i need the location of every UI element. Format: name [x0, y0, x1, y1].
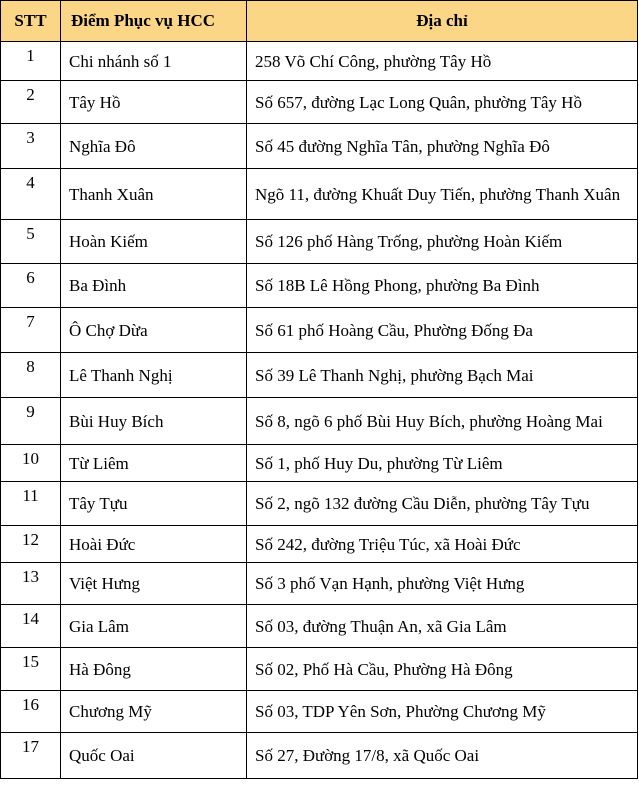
table-row — [1, 691, 638, 733]
row-address: Số 02, Phố Hà Cầu, Phường Hà Đông — [247, 648, 638, 691]
row-stt: 4 — [1, 169, 61, 220]
row-service-point: Nghĩa Đô — [61, 124, 247, 169]
table-row — [1, 124, 638, 169]
header-service-point: Điểm Phục vụ HCC — [61, 1, 247, 42]
row-address: Số 27, Đường 17/8, xã Quốc Oai — [247, 733, 638, 779]
row-stt: 14 — [1, 605, 61, 648]
table-row — [1, 445, 638, 482]
row-stt: 12 — [1, 526, 61, 563]
row-address: 258 Võ Chí Công, phường Tây Hồ — [247, 42, 638, 81]
row-service-point: Tây Hồ — [61, 81, 247, 124]
table-header — [1, 1, 638, 42]
row-stt: 6 — [1, 264, 61, 308]
table-row — [1, 42, 638, 81]
row-stt: 2 — [1, 81, 61, 124]
row-address: Số 8, ngõ 6 phố Bùi Huy Bích, phường Hoàng Mai — [247, 398, 638, 445]
row-service-point: Lê Thanh Nghị — [61, 353, 247, 398]
row-address: Ngõ 11, đường Khuất Duy Tiến, phường Thanh Xuân — [247, 169, 638, 220]
row-address: Số 03, TDP Yên Sơn, Phường Chương Mỹ — [247, 691, 638, 733]
table-row — [1, 482, 638, 526]
row-service-point: Tây Tựu — [61, 482, 247, 526]
row-stt: 3 — [1, 124, 61, 169]
row-stt: 17 — [1, 733, 61, 779]
table-row — [1, 353, 638, 398]
row-stt: 13 — [1, 563, 61, 605]
table-row — [1, 220, 638, 264]
row-stt: 11 — [1, 482, 61, 526]
header-address: Địa chỉ — [247, 1, 638, 42]
row-service-point: Chi nhánh số 1 — [61, 42, 247, 81]
table-row — [1, 563, 638, 605]
row-service-point: Hà Đông — [61, 648, 247, 691]
row-address: Số 126 phố Hàng Trống, phường Hoàn Kiếm — [247, 220, 638, 264]
row-service-point: Việt Hưng — [61, 563, 247, 605]
row-address: Số 45 đường Nghĩa Tân, phường Nghĩa Đô — [247, 124, 638, 169]
row-address: Số 242, đường Triệu Túc, xã Hoài Đức — [247, 526, 638, 563]
row-address: Số 1, phố Huy Du, phường Từ Liêm — [247, 445, 638, 482]
table-row — [1, 308, 638, 353]
row-address: Số 657, đường Lạc Long Quân, phường Tây Hồ — [247, 81, 638, 124]
row-stt: 5 — [1, 220, 61, 264]
row-service-point: Ba Đình — [61, 264, 247, 308]
row-address: Số 18B Lê Hồng Phong, phường Ba Đình — [247, 264, 638, 308]
row-service-point: Hoài Đức — [61, 526, 247, 563]
header-row — [1, 1, 638, 42]
table-row — [1, 169, 638, 220]
row-service-point: Ô Chợ Dừa — [61, 308, 247, 353]
row-stt: 9 — [1, 398, 61, 445]
row-service-point: Thanh Xuân — [61, 169, 247, 220]
table-row — [1, 398, 638, 445]
row-address: Số 3 phố Vạn Hạnh, phường Việt Hưng — [247, 563, 638, 605]
table-row — [1, 605, 638, 648]
row-stt: 1 — [1, 42, 61, 81]
row-service-point: Quốc Oai — [61, 733, 247, 779]
row-service-point: Chương Mỹ — [61, 691, 247, 733]
header-stt: STT — [1, 1, 61, 42]
row-service-point: Hoàn Kiếm — [61, 220, 247, 264]
table-row — [1, 648, 638, 691]
table-body — [1, 42, 638, 779]
table-row — [1, 526, 638, 563]
row-stt: 8 — [1, 353, 61, 398]
row-address: Số 2, ngõ 132 đường Cầu Diễn, phường Tây Tựu — [247, 482, 638, 526]
row-service-point: Từ Liêm — [61, 445, 247, 482]
row-address: Số 39 Lê Thanh Nghị, phường Bạch Mai — [247, 353, 638, 398]
row-stt: 15 — [1, 648, 61, 691]
row-stt: 7 — [1, 308, 61, 353]
row-address: Số 03, đường Thuận An, xã Gia Lâm — [247, 605, 638, 648]
table-row — [1, 81, 638, 124]
row-service-point: Gia Lâm — [61, 605, 247, 648]
row-stt: 16 — [1, 691, 61, 733]
row-service-point: Bùi Huy Bích — [61, 398, 247, 445]
table-row — [1, 733, 638, 779]
table-row — [1, 264, 638, 308]
row-address: Số 61 phố Hoàng Cầu, Phường Đống Đa — [247, 308, 638, 353]
row-stt: 10 — [1, 445, 61, 482]
